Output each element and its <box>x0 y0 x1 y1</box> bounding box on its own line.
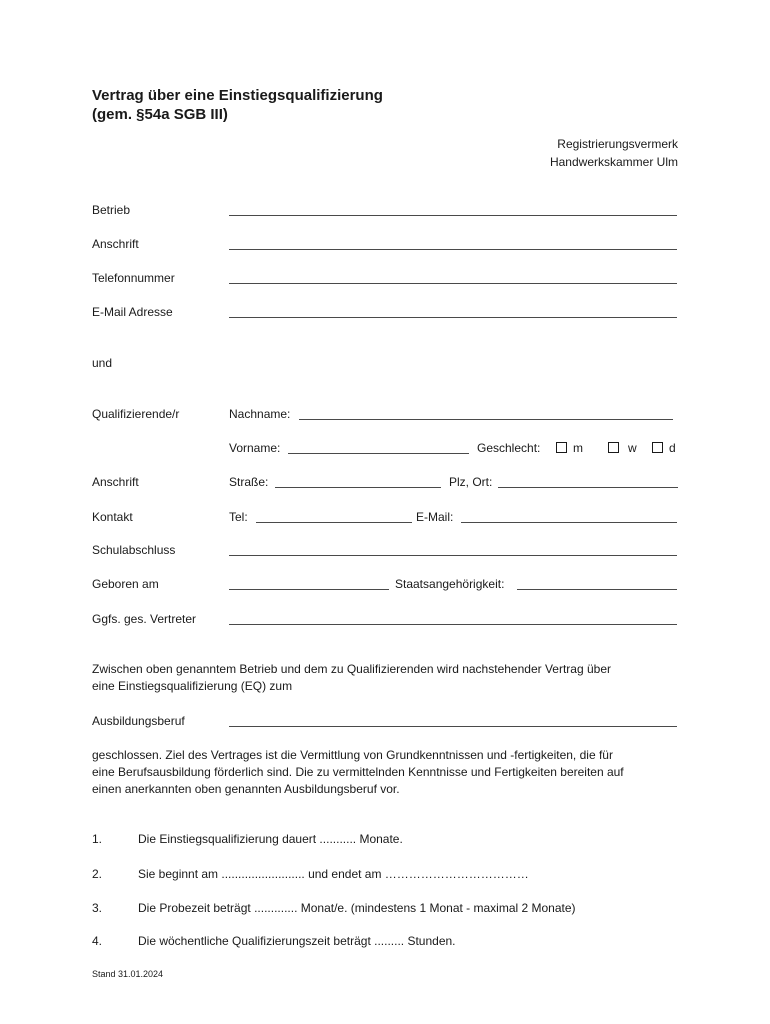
registration-line-2: Handwerkskammer Ulm <box>549 155 678 169</box>
item-number: 4. <box>92 934 103 948</box>
label-qualifizierende: Qualifizierende/r <box>92 407 180 421</box>
document-title <box>92 86 383 124</box>
label-und: und <box>92 356 113 370</box>
item-number: 3. <box>92 901 103 915</box>
label-betrieb: Betrieb <box>92 203 131 217</box>
label-vorname: Vorname: <box>229 441 281 455</box>
checkbox-d[interactable] <box>652 442 663 453</box>
intro-paragraph <box>92 661 692 695</box>
label-plz-ort: Plz, Ort: <box>449 475 493 489</box>
label-geschlecht: Geschlecht: <box>477 441 541 455</box>
body-line-1: geschlossen. Ziel des Vertrages ist die Vermittlung von Grundkenntnissen und -fertigkeiten, die für <box>92 748 613 762</box>
intro-line-2: eine Einstiegsqualifizierung (EQ) zum <box>92 679 293 693</box>
label-strasse: Straße: <box>229 475 269 489</box>
label-m: m <box>573 441 583 455</box>
title-line-1: Vertrag über eine Einstiegsqualifizierung <box>92 87 383 104</box>
field-geboren[interactable] <box>229 589 389 590</box>
checkbox-w[interactable] <box>608 442 619 453</box>
registration-line-1: Registrierungsvermerk <box>557 137 678 151</box>
label-anschrift-betrieb: Anschrift <box>92 237 139 251</box>
item-text: Die wöchentliche Qualifizierungszeit beträgt ......... Stunden. <box>138 934 456 948</box>
field-schulabschluss[interactable] <box>229 555 677 556</box>
footer-date: Stand 31.01.2024 <box>92 969 164 979</box>
title-line-2: (gem. §54a SGB III) <box>92 106 228 123</box>
body-line-2: eine Berufsausbildung förderlich sind. Die zu vermittelnden Kenntnisse und Fertigkeiten bereiten auf <box>92 765 624 779</box>
field-nachname[interactable] <box>299 419 673 420</box>
label-d: d <box>669 441 676 455</box>
item-number: 1. <box>92 832 103 846</box>
field-email-betrieb[interactable] <box>229 317 677 318</box>
field-betrieb[interactable] <box>229 215 677 216</box>
registration-note <box>550 135 678 171</box>
label-staatsangehoerigkeit: Staatsangehörigkeit: <box>395 577 505 591</box>
field-ausbildungsberuf[interactable] <box>229 726 677 727</box>
checkbox-m[interactable] <box>556 442 567 453</box>
field-vorname[interactable] <box>288 453 469 454</box>
label-geboren: Geboren am <box>92 577 159 591</box>
label-email-trainee: E-Mail: <box>416 510 454 524</box>
label-vertreter: Ggfs. ges. Vertreter <box>92 612 197 626</box>
item-text: Sie beginnt am ......................... und endet am ……………………………… <box>138 867 529 881</box>
label-schulabschluss: Schulabschluss <box>92 543 176 557</box>
body-paragraph <box>92 747 692 798</box>
body-line-3: einen anerkannten oben genannten Ausbildungsberuf vor. <box>92 782 400 796</box>
field-strasse[interactable] <box>275 487 441 488</box>
field-email-trainee[interactable] <box>461 522 677 523</box>
label-tel: Tel: <box>229 510 248 524</box>
label-w: w <box>628 441 637 455</box>
item-number: 2. <box>92 867 103 881</box>
item-text: Die Probezeit beträgt ............. Monat/e. (mindestens 1 Monat - maximal 2 Monate) <box>138 901 576 915</box>
label-email-betrieb: E-Mail Adresse <box>92 305 173 319</box>
field-plz-ort[interactable] <box>498 487 678 488</box>
intro-line-1: Zwischen oben genanntem Betrieb und dem zu Qualifizierenden wird nachstehender Vertrag über <box>92 662 611 676</box>
field-telefon[interactable] <box>229 283 677 284</box>
field-vertreter[interactable] <box>229 624 677 625</box>
item-text: Die Einstiegsqualifizierung dauert ........... Monate. <box>138 832 403 846</box>
label-ausbildungsberuf: Ausbildungsberuf <box>92 714 185 728</box>
field-anschrift-betrieb[interactable] <box>229 249 677 250</box>
field-staatsangehoerigkeit[interactable] <box>517 589 677 590</box>
field-tel[interactable] <box>256 522 412 523</box>
label-nachname: Nachname: <box>229 407 291 421</box>
label-kontakt: Kontakt <box>92 510 133 524</box>
label-telefon: Telefonnummer <box>92 271 175 285</box>
label-anschrift-trainee: Anschrift <box>92 475 139 489</box>
